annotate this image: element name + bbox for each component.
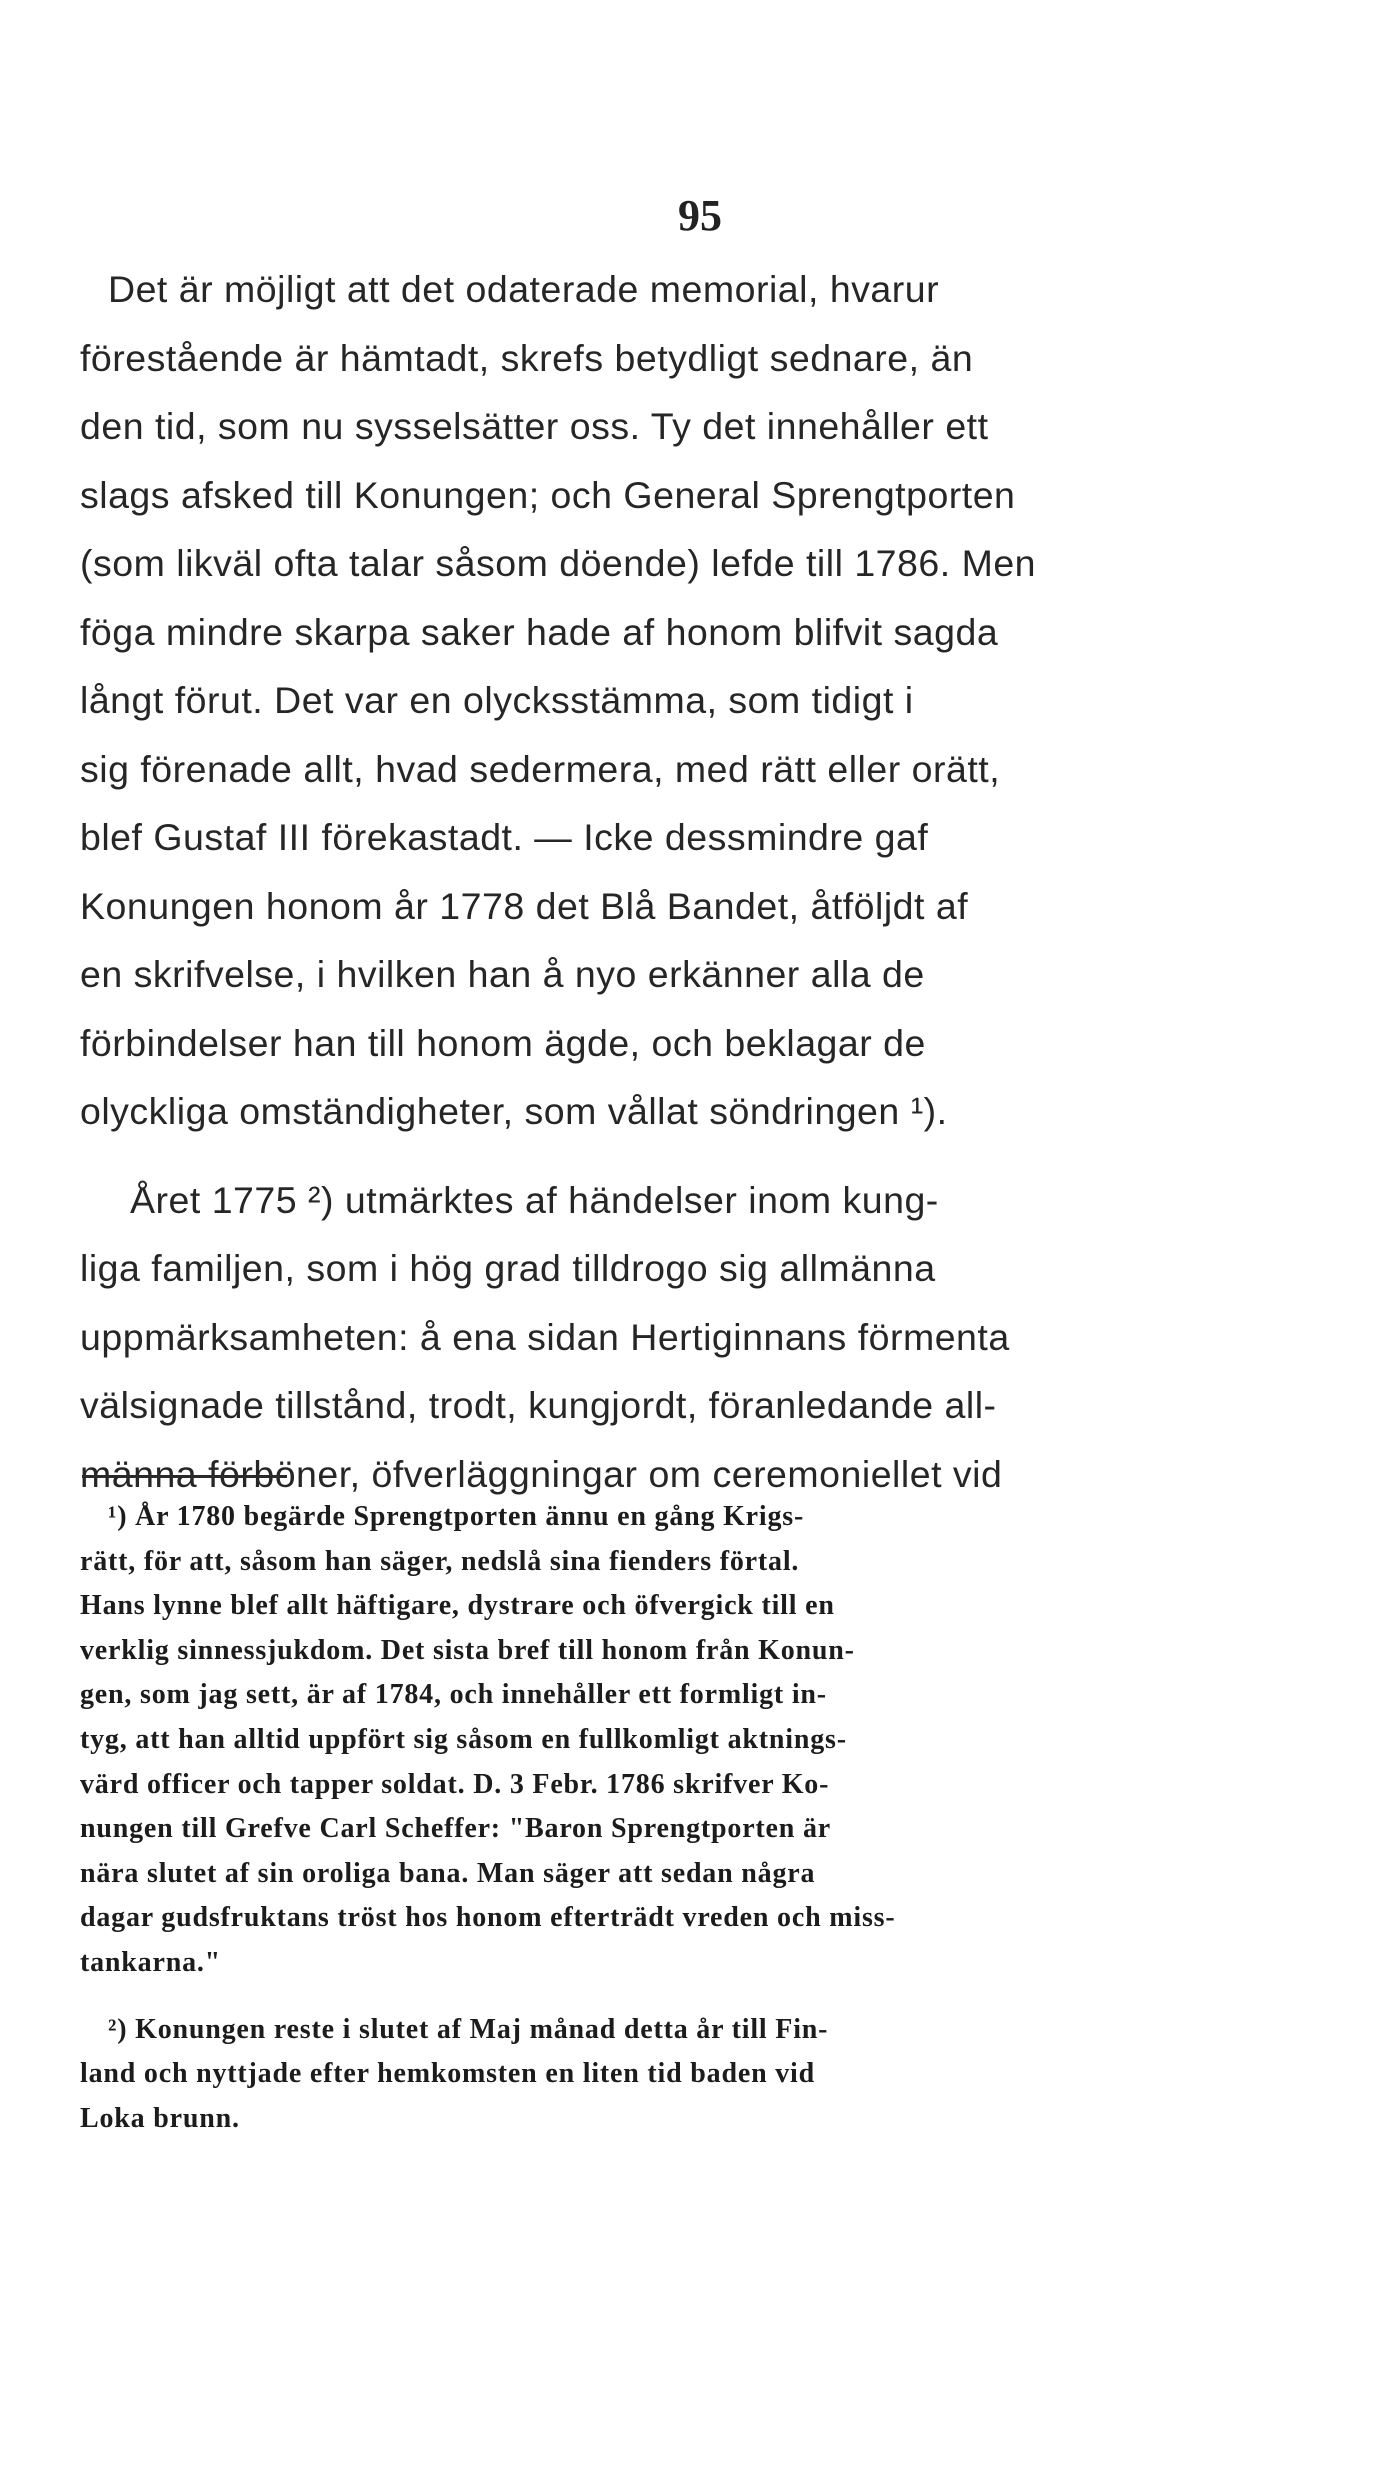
text-line: sig förenade allt, hvad sedermera, med rätt eller orätt, [80, 747, 1001, 790]
text-line: uppmärksamheten: å ena sidan Hertiginnans förmenta [80, 1315, 1010, 1358]
text-line: slags afsked till Konungen; och General Sprengtporten [80, 473, 1016, 516]
text-line: liga familjen, som i hög grad tilldrogo sig allmänna [80, 1247, 936, 1289]
footnote-line: gen, som jag sett, är af 1784, och innehåller ett formligt in- [80, 1679, 827, 1711]
text-line: välsignade tillstånd, trodt, kungjordt, föranledande all- [80, 1384, 997, 1426]
footnote-line: Hans lynne blef allt häftigare, dystrare och öfvergick till en [80, 1590, 835, 1622]
text-line: Det är möjligt att det odaterade memorial, hvarur [108, 268, 940, 310]
text-line: Konungen honom år 1778 det Blå Bandet, åtföljdt af [80, 884, 969, 927]
footnote-line: ²) Konungen reste i slutet af Maj månad detta år till Fin- [108, 2013, 829, 2045]
footnote-line: nungen till Grefve Carl Scheffer: "Baron Sprengtporten är [80, 1813, 831, 1845]
footnote-2 [80, 2008, 1170, 2142]
footnote-line: ¹) År 1780 begärde Sprengtporten ännu en gång Krigs- [108, 1501, 805, 1532]
text-line: Året 1775 ²) utmärktes af händelser inom kung- [130, 1178, 939, 1221]
footnote-line: tyg, att han alltid uppfört sig såsom en fullkomligt aktnings- [80, 1723, 847, 1755]
text-line: förbindelser han till honom ägde, och beklagar de [80, 1021, 926, 1064]
text-line: föga mindre skarpa saker hade af honom blifvit sagda [80, 610, 999, 653]
footnote-line: verklig sinnessjukdom. Det sista bref till honom från Konun- [80, 1634, 855, 1666]
text-line: olyckliga omständigheter, som vållat söndringen ¹). [80, 1090, 948, 1132]
text-line: männa förböner, öfverläggningar om ceremoniellet vid [80, 1452, 1003, 1495]
footnote-divider [82, 1475, 287, 1478]
footnote-line: tankarna." [80, 1946, 222, 1978]
text-line: (som likväl ofta talar såsom döende) lefde till 1786. Men [80, 542, 1037, 584]
footnote-line: nära slutet af sin oroliga bana. Man säger att sedan några [80, 1857, 816, 1889]
text-line: den tid, som nu sysselsätter oss. Ty det innehåller ett [80, 405, 989, 447]
footnote-line: rätt, för att, såsom han säger, nedslå sina fienders förtal. [80, 1545, 800, 1577]
text-line: blef Gustaf III förekastadt. — Icke dessmindre gaf [80, 816, 929, 858]
footnotes [80, 1495, 1170, 2141]
footnote-1 [80, 1495, 1170, 1986]
footnote-line: dagar gudsfruktans tröst hos honom efterträdt vreden och miss- [80, 1902, 896, 1934]
footnote-line: Loka brunn. [80, 2102, 240, 2134]
body-text [80, 255, 1160, 1508]
text-line: en skrifvelse, i hvilken han å nyo erkänner alla de [80, 953, 925, 995]
footnote-line: land och nyttjade efter hemkomsten en liten tid baden vid [80, 2058, 815, 2090]
page-number: 95 [678, 191, 722, 240]
footnote-line: värd officer och tapper soldat. D. 3 Febr. 1786 skrifver Ko- [80, 1768, 830, 1800]
text-line: långt förut. Det var en olycksstämma, som tidigt i [80, 679, 914, 721]
text-line: förestående är hämtadt, skrefs betydligt sednare, än [80, 336, 974, 379]
